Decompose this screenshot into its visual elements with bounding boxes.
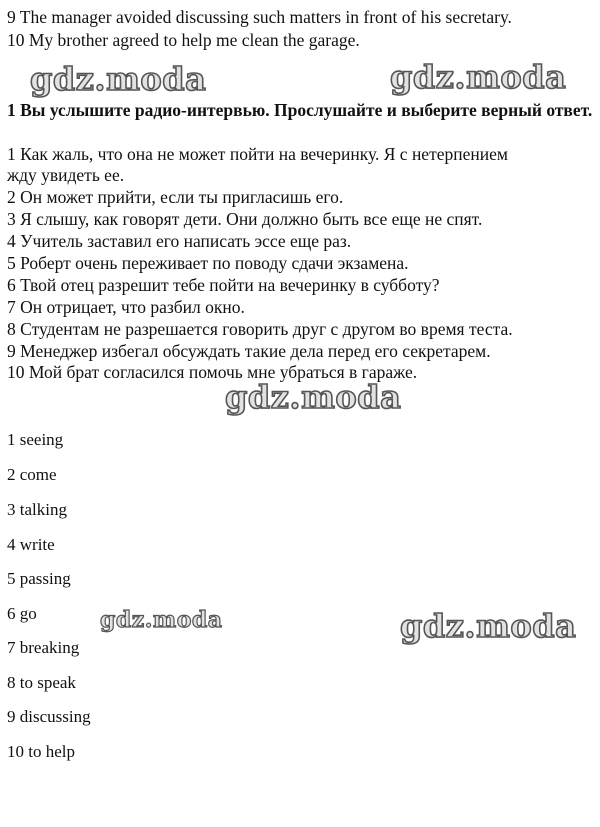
sentence-line: 4 Учитель заставил его написать эссе еще раз. [7,231,352,251]
answer-item: 1 seeing [7,430,64,449]
watermark: gdz.moda [100,607,223,633]
answer-item: 2 come [7,465,57,484]
sentence-line: жду увидеть ее. [7,165,125,185]
sentence-line: 10 Мой брат согласился помочь мне убраться в гараже. [7,362,418,382]
exercise-heading: 1 Вы услышите радио-интервью. Прослушайте и выберите верный ответ. [7,100,593,120]
sentence-line: 9 Менеджер избегал обсуждать такие дела перед его секретарем. [7,341,491,361]
sentence-line: 3 Я слышу, как говорят дети. Они должно быть все еще не спят. [7,209,483,229]
answer-item: 9 discussing [7,707,91,726]
sentence-line: 5 Роберт очень переживает по поводу сдачи экзамена. [7,253,409,273]
answer-item: 6 go [7,604,37,623]
answer-item: 5 passing [7,569,71,588]
sentence-line: 7 Он отрицает, что разбил окно. [7,297,245,317]
watermark: gdz.moda [30,60,207,98]
answer-item: 8 to speak [7,673,76,692]
answer-item: 7 breaking [7,638,80,657]
answer-item: 10 to help [7,742,75,761]
sentence-line: 8 Студентам не разрешается говорить друг с другом во время теста. [7,319,513,339]
sentence-line: 1 Как жаль, что она не может пойти на вечеринку. Я с нетерпением [7,144,508,164]
watermark: gdz.moda [400,607,577,645]
watermark: gdz.moda [225,378,402,416]
sentence-line: 6 Твой отец разрешит тебе пойти на вечеринку в субботу? [7,275,440,295]
text-line: 9 The manager avoided discussing such matters in front of his secretary. [7,7,512,27]
answer-item: 4 write [7,535,55,554]
sentence-line: 2 Он может прийти, если ты пригласишь его. [7,187,344,207]
answer-item: 3 talking [7,500,67,519]
text-line: 10 My brother agreed to help me clean the garage. [7,30,360,50]
watermark: gdz.moda [390,58,567,96]
